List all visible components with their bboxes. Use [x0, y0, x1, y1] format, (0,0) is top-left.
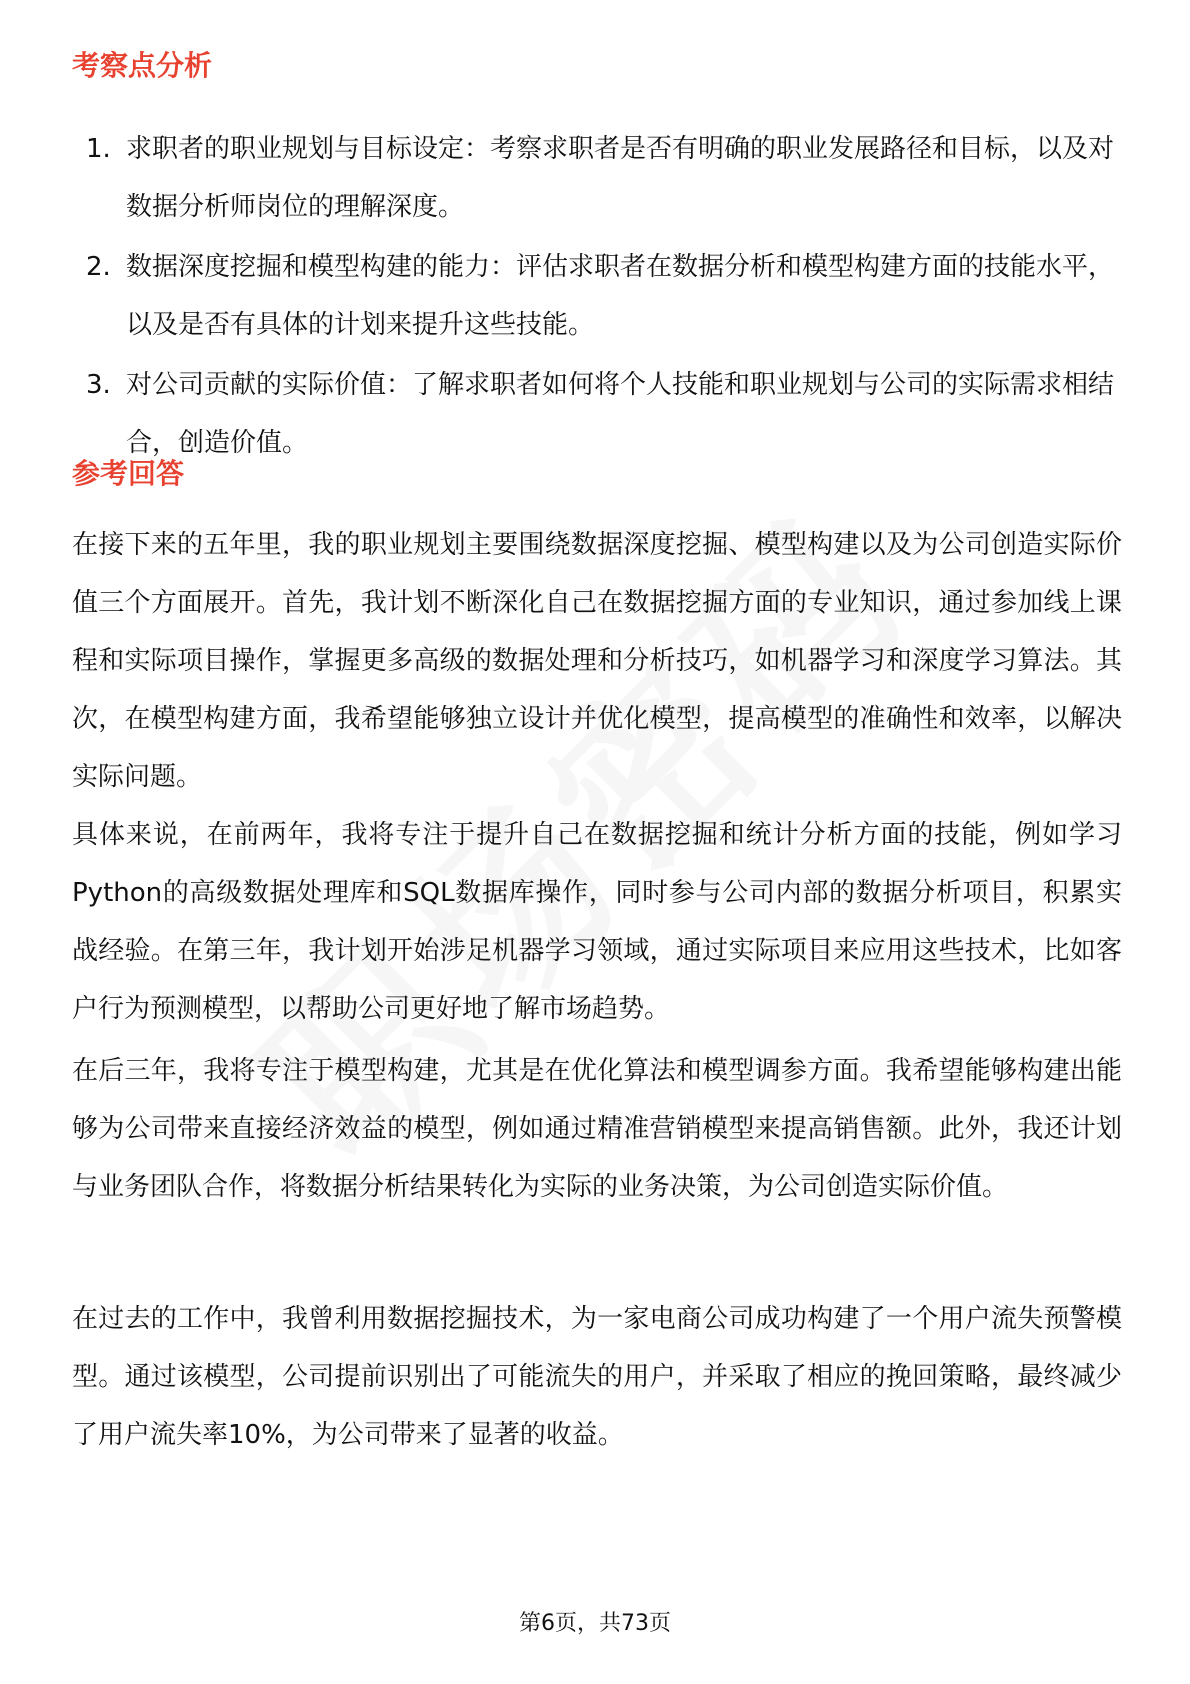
paragraph-text: 在后三年，我将专注于模型构建，尤其是在优化算法和模型调参方面。我希望能够构建出能够为公司带来直接经济效益的模型，例如通过精准营销模型来提高销售额。此外，我还计划与业务团队合作，将数据分析结果转化为实际的业务决策，为公司创造实际价值。 [72, 1056, 1122, 1202]
paragraph-3 [72, 1042, 1122, 1216]
list-number: 3. [86, 370, 111, 400]
paragraph-text: 在接下来的五年里，我的职业规划主要围绕数据深度挖掘、模型构建以及为公司创造实际价值三个方面展开。首先，我计划不断深化自己在数据挖掘方面的专业知识，通过参加线上课程和实际项目操作，掌握更多高级的数据处理和分析技巧，如机器学习和深度学习算法。其次，在模型构建方面，我希望能够独立设计并优化模型，提高模型的准确性和效率，以解决实际问题。 [72, 530, 1122, 792]
section-title-analysis: 考察点分析 [72, 49, 213, 82]
list-item-text: 求职者的职业规划与目标设定：考察求职者是否有明确的职业发展路径和目标，以及对数据分析师岗位的理解深度。 [126, 134, 1115, 222]
paragraph-1 [72, 516, 1122, 806]
section-title-reference-answer: 参考回答 [72, 457, 185, 490]
paragraph-text: 在过去的工作中，我曾利用数据挖掘技术，为一家电商公司成功构建了一个用户流失预警模型。通过该模型，公司提前识别出了可能流失的用户，并采取了相应的挽回策略，最终减少了用户流失率10%，为公司带来了显著的收益。 [72, 1304, 1122, 1450]
list-item-text: 数据深度挖掘和模型构建的能力：评估求职者在数据分析和模型构建方面的技能水平，以及是否有具体的计划来提升这些技能。 [126, 252, 1115, 340]
list-item [72, 120, 1122, 236]
list-item [72, 238, 1122, 354]
list-item-text: 对公司贡献的实际价值：了解求职者如何将个人技能和职业规划与公司的实际需求相结合，创造价值。 [126, 370, 1115, 458]
paragraph-2 [72, 806, 1122, 1038]
paragraph-text: 具体来说，在前两年，我将专注于提升自己在数据挖掘和统计分析方面的技能，例如学习Python的高级数据处理库和SQL数据库操作，同时参与公司内部的数据分析项目，积累实战经验。在第三年，我计划开始涉足机器学习领域，通过实际项目来应用这些技术，比如客户行为预测模型，以帮助公司更好地了解市场趋势。 [72, 820, 1122, 1024]
list-number: 2. [86, 252, 111, 282]
list-number: 1. [86, 134, 111, 164]
page-number: 第6页，共73页 [519, 1611, 671, 1636]
paragraph-4 [72, 1290, 1122, 1464]
list-item [72, 356, 1122, 472]
analysis-list [72, 120, 1122, 474]
